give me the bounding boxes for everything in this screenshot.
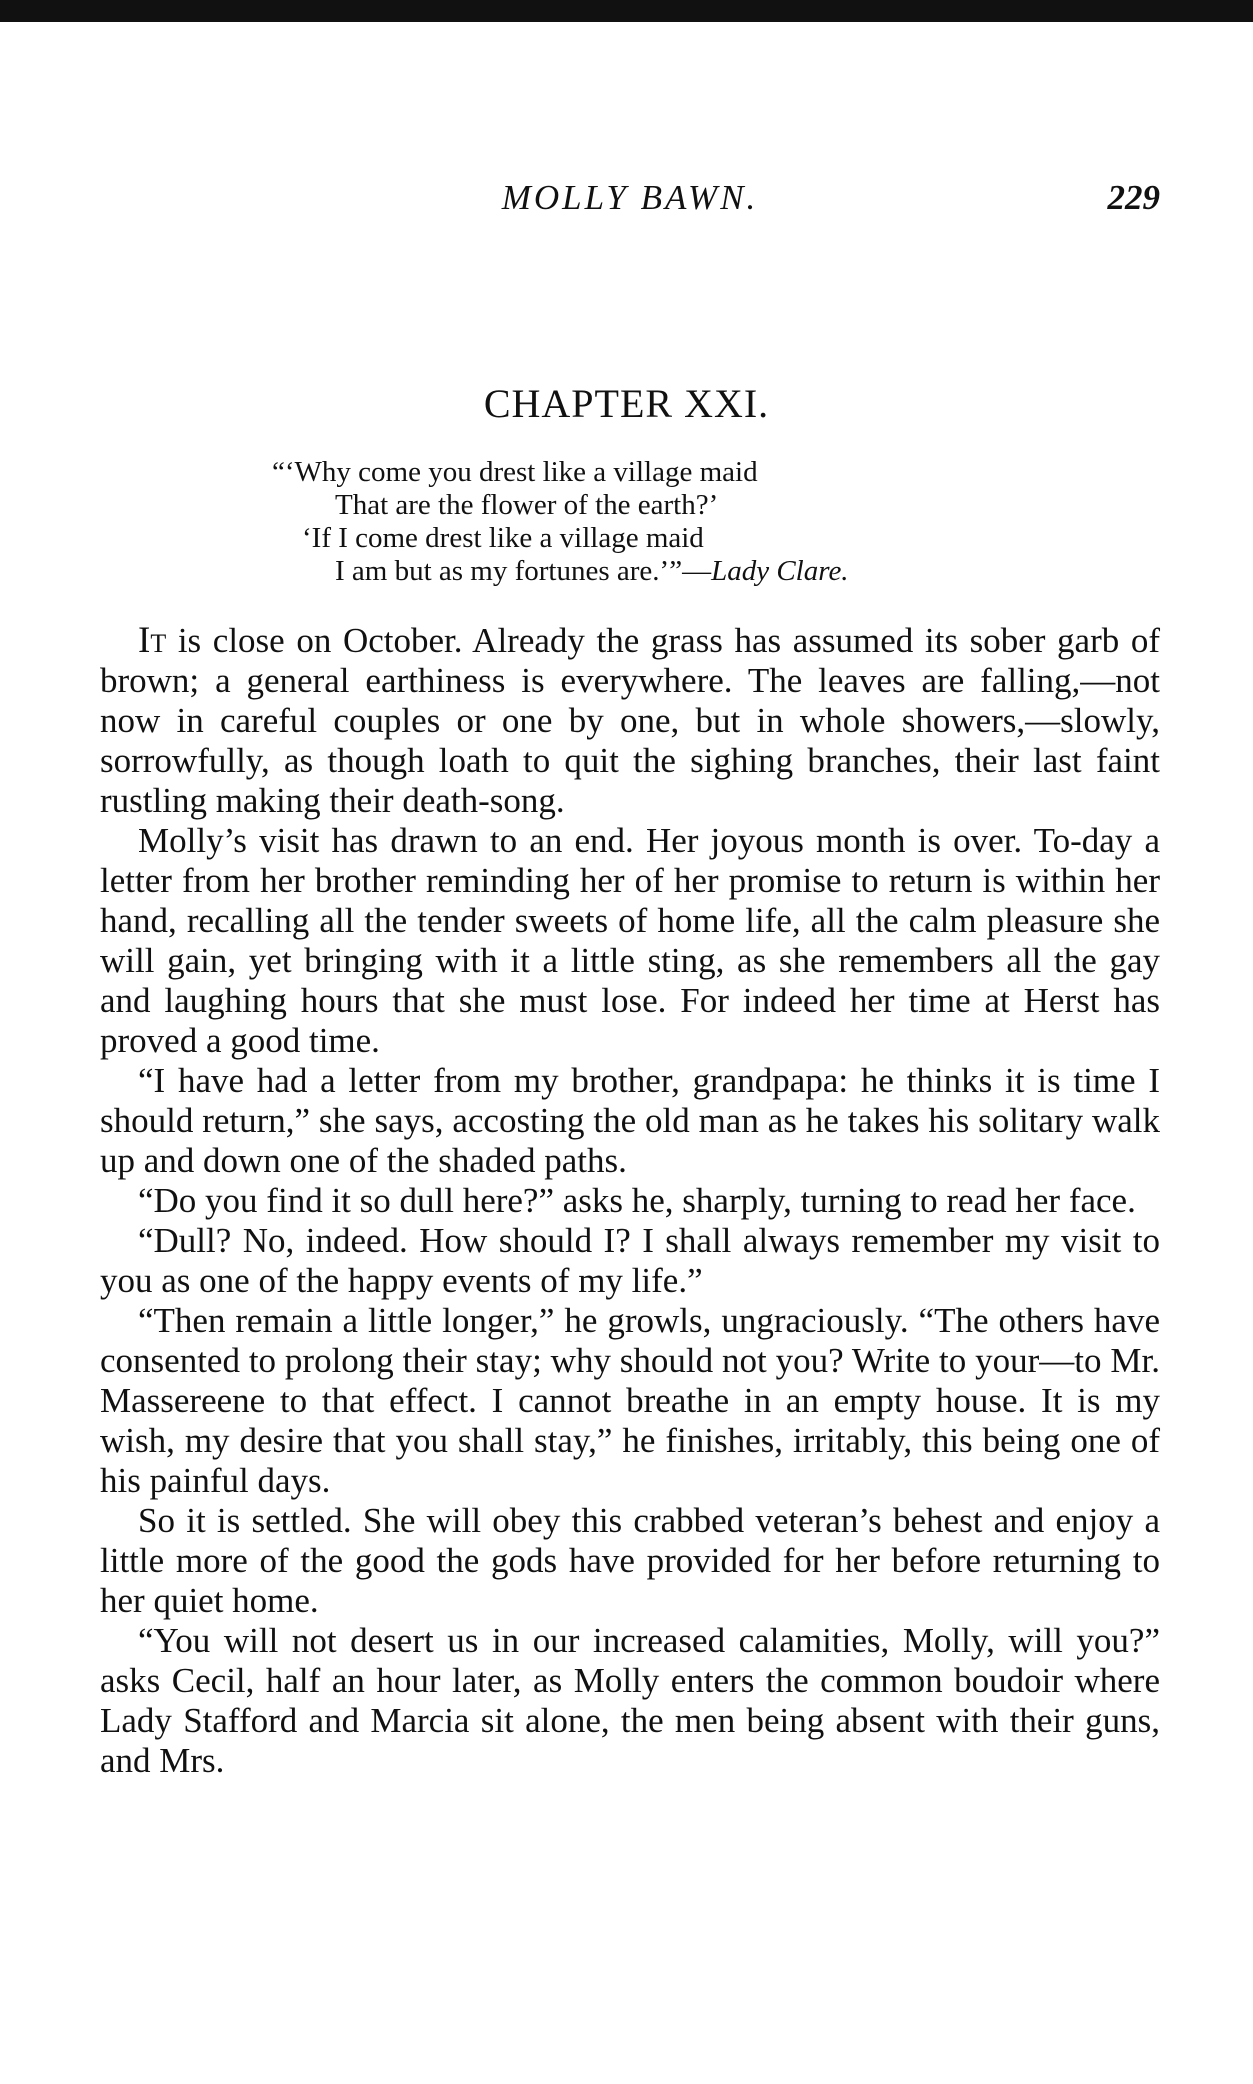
paragraph: So it is settled. She will obey this crabbed veteran’s behest and enjoy a little more of the good the gods have provided for her before returning to her quiet home. — [100, 1501, 1160, 1620]
top-page-edge-rule — [0, 0, 1253, 22]
epigraph-last-line — [272, 555, 1072, 588]
paragraph: “Do you find it so dull here?” asks he, sharply, turning to read her face. — [138, 1181, 1136, 1220]
epigraph — [272, 456, 1072, 588]
running-title: MOLLY BAWN. — [501, 178, 759, 217]
paragraph: “You will not desert us in our increased calamities, Molly, will you?” asks Cecil, half an hour later, as Molly enters the common boudoir where Lady Stafford and Marcia sit alone, the men being absent with their guns, and Mrs. — [100, 1621, 1160, 1780]
page-number: 229 — [1107, 178, 1160, 217]
epigraph-line: ‘If I come drest like a village maid — [302, 522, 704, 554]
opening-word: It — [138, 620, 167, 661]
paragraph-text: is close on October. Already the grass has assumed its sober garb of brown; a general earthiness is everywhere. The leaves are falling,—not now in careful couples or one by one, but in whole showers,—slowly, sorrowfully, as though loath to quit the sighing branches, their last faint rustling making their death-song. — [100, 621, 1160, 820]
epigraph-line: I am but as my fortunes are.’”— — [335, 555, 712, 587]
epigraph-line: That are the flower of the earth?’ — [335, 489, 719, 521]
epigraph-line: “‘Why come you drest like a village maid — [272, 456, 758, 488]
paragraph: “Then remain a little longer,” he growls, ungraciously. “The others have consented to prolong their stay; why should not you? Write to your—to Mr. Massereene to that effect. I cannot breathe in an empty house. It is my wish, my desire that you shall stay,” he finishes, irritably, this being one of his painful days. — [100, 1301, 1160, 1500]
body-text — [100, 621, 1160, 1781]
paragraph: “I have had a letter from my brother, grandpapa: he thinks it is time I should return,” she says, accosting the old man as he takes his solitary walk up and down one of the shaded paths. — [100, 1061, 1160, 1180]
page-header — [100, 178, 1160, 228]
chapter-heading: CHAPTER XXI. — [483, 381, 770, 426]
paragraph: “Dull? No, indeed. How should I? I shall always remember my visit to you as one of the happy events of my life.” — [100, 1221, 1160, 1300]
paragraph: Molly’s visit has drawn to an end. Her joyous month is over. To-day a letter from her brother reminding her of her promise to return is within her hand, recalling all the tender sweets of home life, all the calm pleasure she will gain, yet bringing with it a little sting, as she remembers all the gay and laughing hours that she must lose. For indeed her time at Herst has proved a good time. — [100, 821, 1160, 1060]
epigraph-attribution: Lady Clare. — [711, 555, 849, 587]
paragraph — [100, 621, 1160, 821]
